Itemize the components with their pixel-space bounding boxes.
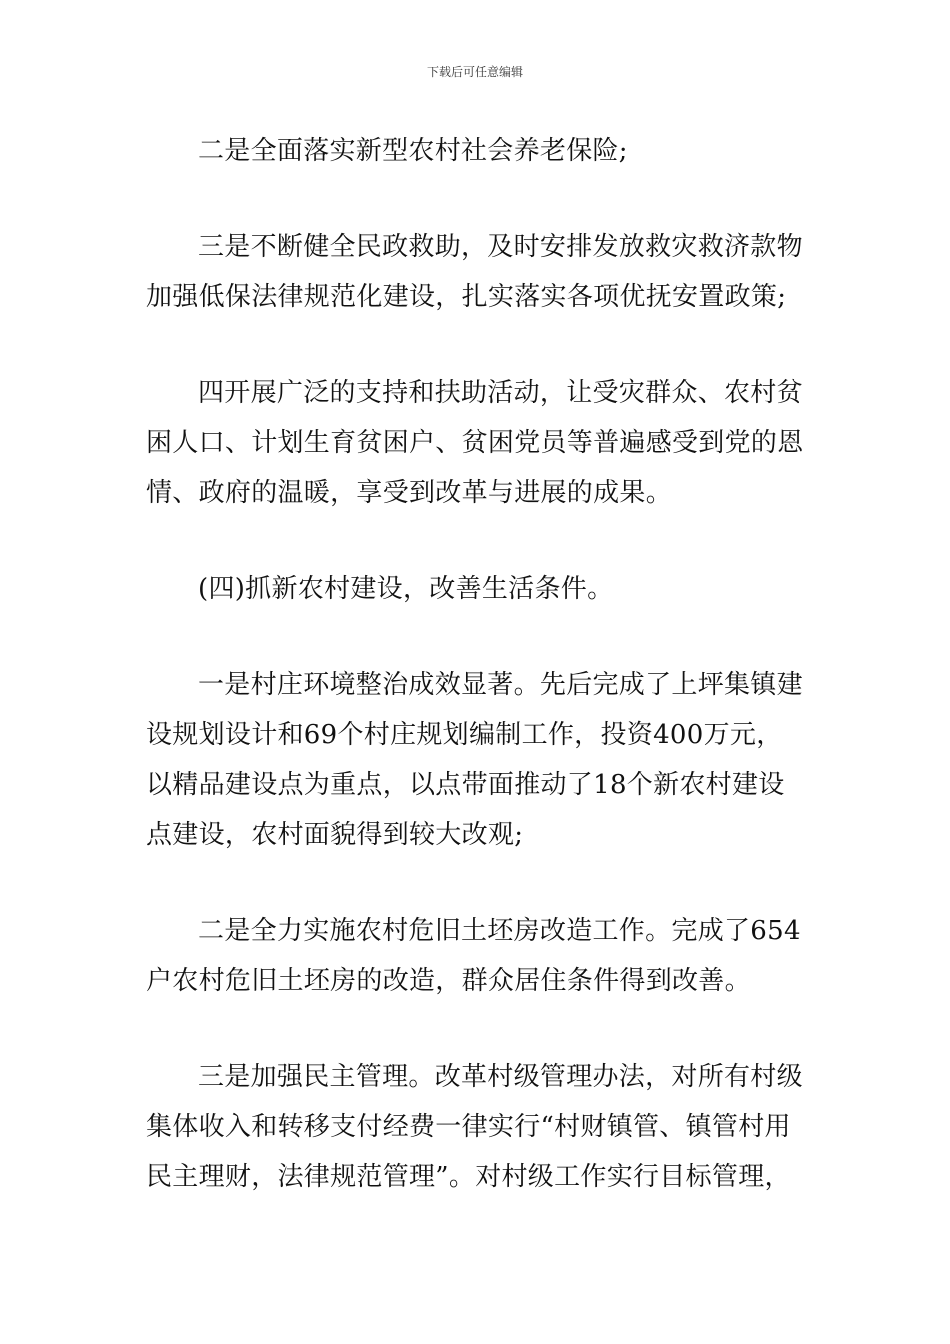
paragraph: 四开展广泛的支持和扶助活动，让受灾群众、农村贫困人口、计划生育贫困户、贫困党员等普遍感受到党的恩情、政府的温暖，享受到改革与进展的成果。 xyxy=(146,378,804,508)
page-header: 下载后可任意编辑 xyxy=(426,65,523,79)
section-heading: (四)抓新农村建设，改善生活条件。 xyxy=(198,574,614,604)
paragraph: 一是村庄环境整治成效显著。先后完成了上坪集镇建设规划设计和69个村庄规划编制工作，投资400万元，以精品建设点为重点，以点带面推动了18个新农村建设点建设，农村面貌得到较大改观; xyxy=(146,670,803,850)
paragraph: 二是全面落实新型农村社会养老保险; xyxy=(198,136,628,166)
paragraph: 二是全力实施农村危旧土坯房改造工作。完成了654户农村危旧土坯房的改造，群众居住条件得到改善。 xyxy=(146,916,801,996)
paragraph: 三是加强民主管理。改革村级管理办法，对所有村级集体收入和转移支付经费一律实行“村财镇管、镇管村用民主理财，法律规范管理”。对村级工作实行目标管理， xyxy=(146,1062,803,1192)
paragraph: 三是不断健全民政救助，及时安排发放救灾救济款物加强低保法律规范化建设，扎实落实各项优抚安置政策; xyxy=(146,232,803,312)
document-body xyxy=(146,126,808,1202)
